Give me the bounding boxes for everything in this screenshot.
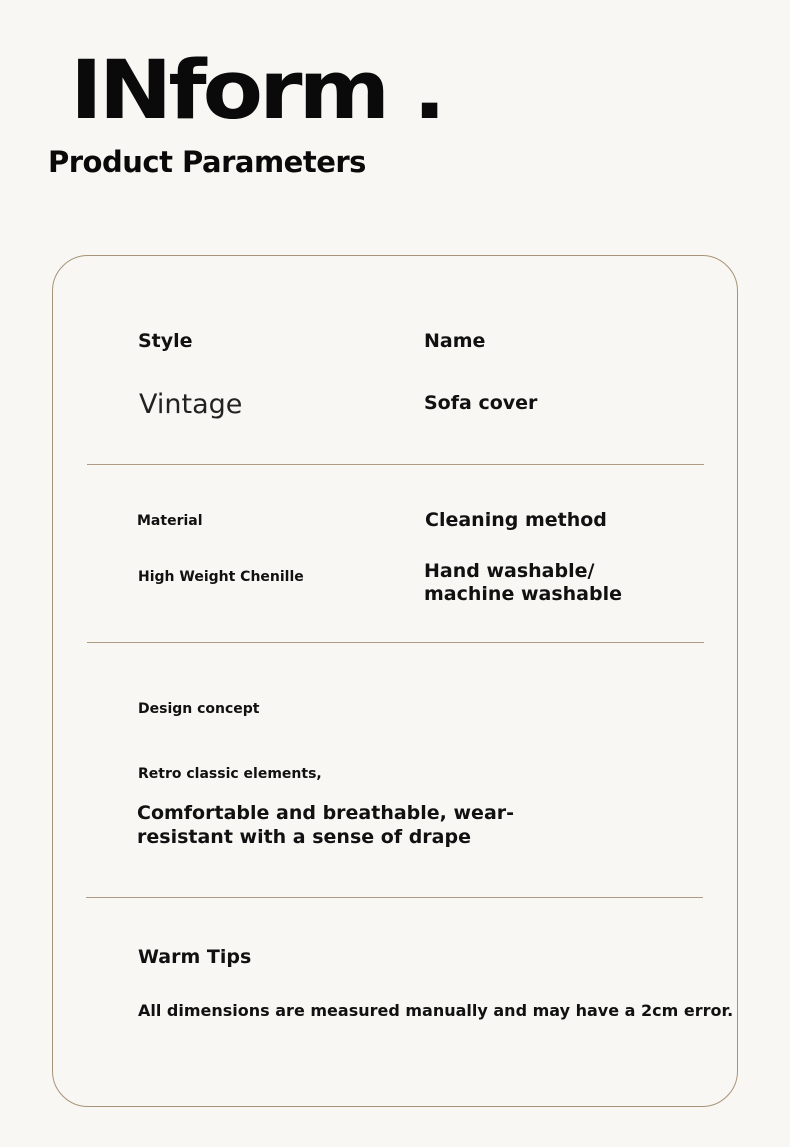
divider-2 <box>87 642 704 643</box>
brand-logo: INform . <box>70 42 443 138</box>
design-concept-line2: resistant with a sense of drape <box>137 826 471 848</box>
warm-tips-text: All dimensions are measured manually and may have a 2cm error. <box>138 1001 734 1020</box>
name-label: Name <box>424 330 486 352</box>
material-value: High Weight Chenille <box>138 569 304 585</box>
divider-3 <box>86 897 703 898</box>
style-label: Style <box>138 330 193 352</box>
design-concept-label: Design concept <box>138 701 260 717</box>
design-concept-line1: Comfortable and breathable, wear- <box>137 802 515 824</box>
name-value: Sofa cover <box>424 392 538 414</box>
divider-1 <box>87 464 704 465</box>
cleaning-value-line1: Hand washable/ <box>424 560 595 582</box>
page-title: Product Parameters <box>48 145 366 179</box>
warm-tips-label: Warm Tips <box>138 946 252 968</box>
style-value: Vintage <box>139 389 243 420</box>
cleaning-value-line2: machine washable <box>424 583 622 605</box>
parameters-card <box>52 255 738 1107</box>
material-label: Material <box>137 513 203 529</box>
design-concept-lead: Retro classic elements, <box>138 766 322 782</box>
cleaning-label: Cleaning method <box>425 509 607 531</box>
